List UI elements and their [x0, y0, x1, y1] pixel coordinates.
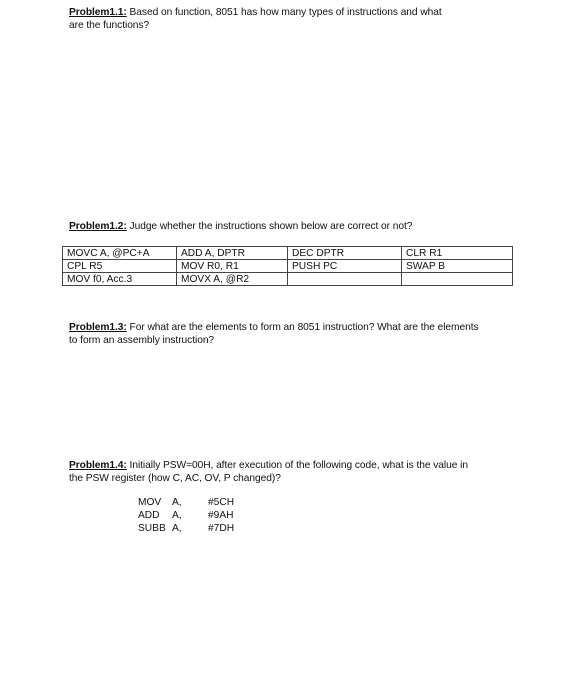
table-cell: MOVX A, @R2 [177, 273, 288, 286]
table-cell [402, 273, 513, 286]
problem-1-4-label: Problem1.4: [69, 460, 127, 471]
problem-1-4-line-2: the PSW register (how C, AC, OV, P changed)? [69, 472, 281, 484]
code-register: A, [172, 497, 182, 508]
problem-1-2-label: Problem1.2: [69, 221, 127, 232]
problem-1-2-line-1 [69, 221, 511, 234]
problem-1-2 [69, 221, 511, 234]
code-opcode: MOV [138, 497, 162, 508]
table-cell: CPL R5 [63, 260, 177, 273]
table-cell: MOV f0, Acc.3 [63, 273, 177, 286]
problem-1-4 [69, 460, 511, 485]
table-cell: CLR R1 [402, 247, 513, 260]
code-register: A, [172, 523, 182, 534]
code-line [138, 522, 268, 535]
table-row [63, 247, 513, 260]
table-cell: MOVC A, @PC+A [63, 247, 177, 260]
problem-1-4-line-1 [69, 460, 511, 473]
assembly-code-block [138, 496, 268, 535]
problem-1-3 [69, 322, 511, 347]
problem-1-3-question: For what are the elements to form an 8051 instruction? What are the elements [126, 322, 479, 333]
problem-1-4-question: Initially PSW=00H, after execution of the following code, what is the value in [126, 460, 468, 471]
table-cell: DEC DPTR [288, 247, 402, 260]
problem-1-3-line-2: to form an assembly instruction? [69, 334, 215, 346]
table-cell: PUSH PC [288, 260, 402, 273]
code-opcode: SUBB [138, 523, 166, 534]
instruction-table [62, 246, 513, 286]
problem-1-1-line-2: are the functions? [69, 19, 150, 31]
code-opcode: ADD [138, 510, 160, 521]
problem-1-1 [69, 7, 511, 32]
problem-1-1-label: Problem1.1: [69, 7, 127, 18]
problem-1-1-question: Based on function, 8051 has how many types of instructions and what [126, 7, 442, 18]
problem-1-3-label: Problem1.3: [69, 322, 127, 333]
code-immediate: #7DH [208, 523, 235, 534]
table-cell: SWAP B [402, 260, 513, 273]
code-line [138, 496, 268, 509]
table-cell: MOV R0, R1 [177, 260, 288, 273]
problem-1-3-line-1 [69, 322, 511, 335]
table-cell [288, 273, 402, 286]
table-cell: ADD A, DPTR [177, 247, 288, 260]
table-row [63, 260, 513, 273]
problem-1-2-question: Judge whether the instructions shown below are correct or not? [126, 221, 413, 232]
code-immediate: #5CH [208, 497, 235, 508]
code-register: A, [172, 510, 182, 521]
problem-1-1-line-1 [69, 7, 511, 20]
code-immediate: #9AH [208, 510, 234, 521]
table-row [63, 273, 513, 286]
code-line [138, 509, 268, 522]
